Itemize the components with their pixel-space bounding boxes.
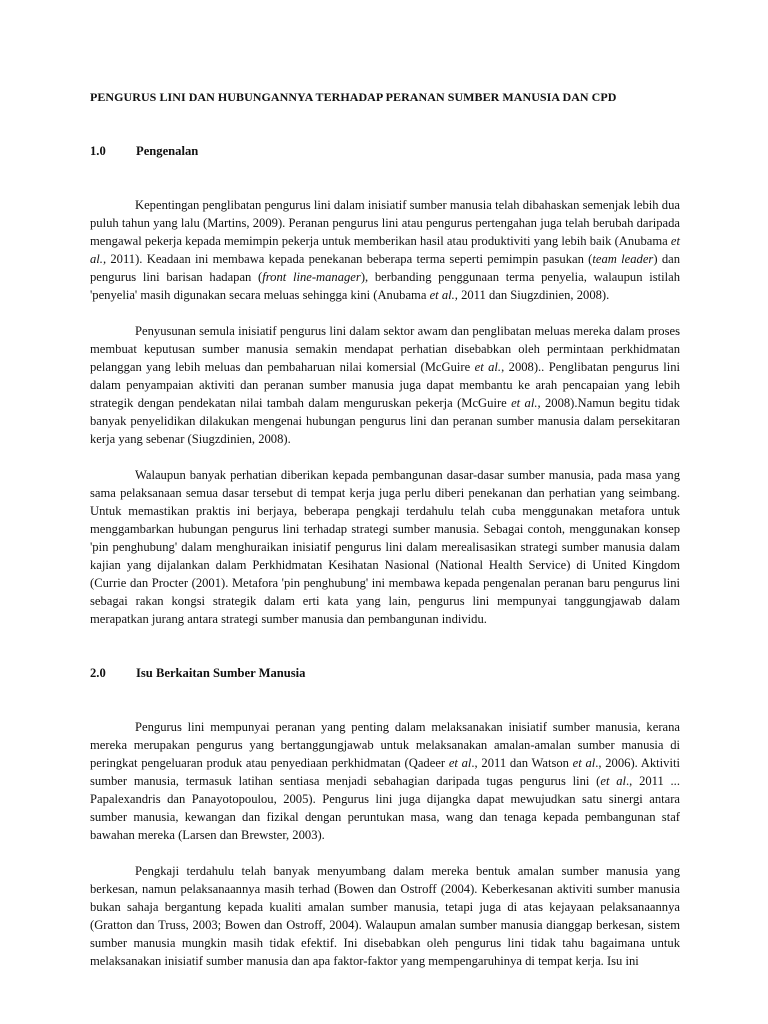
section-title: Isu Berkaitan Sumber Manusia (136, 666, 306, 680)
italic-text: et al (448, 756, 472, 770)
italic-text: front line-manager (262, 270, 361, 284)
paragraph: Kepentingan penglibatan pengurus lini dalam inisiatif sumber manusia telah dibahaskan semenjak lebih dua puluh tahun yang lalu (Martins, 2009). Peranan pengurus lini atau pengurus pertengahan juga telah berubah daripada mengawal pekerja kepada memimpin pekerja untuk memberikan hasil atau produktiviti yang lebih baik (Anubama et al., 2011). Keadaan ini membawa kepada penekanan beberapa terma seperti pemimpin pasukan (team leader) dan pengurus lini barisan hadapan (front line-manager), berbanding penggunaan terma penyelia, walaupun istilah 'penyelia' masih digunakan secara meluas sehingga kini (Anubama et al., 2011 dan Siugzdinien, 2008). (90, 198, 681, 302)
paragraph: Walaupun banyak perhatian diberikan kepada pembangunan dasar-dasar sumber manusia, pada masa yang sama pelaksanaan semua dasar tersebut di tempat kerja juga perlu diberi penekanan dan perhatian yang seimbang. Untuk memastikan praktis ini berjaya, beberapa pengkaji terdahulu telah cuba menggunakan metafora untuk menggambarkan hubungan pengurus lini terhadap strategi sumber manusia. Sebagai contoh, menggunakan konsep 'pin penghubung' dalam menghuraikan inisiatif pengurus lini dalam merealisasikan strategi sumber manusia dalam kajian yang dijalankan dalam Perkhidmatan Kesihatan Nasional (National Health Service) di United Kingdom (Currie dan Procter (2001). Metafora 'pin penghubung' ini membawa kepada pengenalan peranan baru pengurus lini sebagai rakan kongsi strategik dalam erti kata yang lain, pengurus lini mempunyai tanggungjawab dalam merapatkan jurang antara strategi sumber manusia dan pembangunan individu. (90, 468, 680, 626)
section-title: Pengenalan (136, 144, 199, 158)
paragraph: Pengurus lini mempunyai peranan yang penting dalam melaksanakan inisiatif sumber manusia, kerana mereka merupakan pengurus yang bertanggungjawab untuk melaksanakan amalan-amalan sumber manusia di peringkat pengeluaran produk atau penyediaan perkhidmatan (Qadeer et al., 2011 dan Watson et al., 2006). Aktiviti sumber manusia, termasuk latihan sentiasa menjadi sebahagian daripada tugas pengurus lini (et al., 2011 ... Papalexandris dan Panayotopoulou, 2005). Pengurus lini juga dijangka dapat mewujudkan satu sinergi antara sumber manusia, kewangan dan fizikal dengan peruntukan masa, wang dan tenaga kepada pembangunan staf bawahan mereka (Larsen dan Brewster, 2003). (90, 720, 680, 842)
section-heading-2 (90, 664, 680, 682)
italic-text: et al (572, 756, 596, 770)
section-number: 1.0 (90, 144, 106, 158)
italic-text: et al., (511, 396, 541, 410)
section-number: 2.0 (90, 666, 106, 680)
italic-text: et al. (474, 360, 502, 374)
italic-text: et al (600, 774, 627, 788)
paragraph: Pengkaji terdahulu telah banyak menyumbang dalam mereka bentuk amalan sumber manusia yang berkesan, namun pelaksanaannya masih terhad (Bowen dan Ostroff (2004). Keberkesanan aktiviti sumber manusia bukan sahaja bergantung kepada kualiti amalan sumber manusia, tetapi juga di atas kejayaan pelaksanaannya (Gratton dan Truss, 2003; Bowen dan Ostroff, 2004). Walaupun amalan sumber manusia dianggap berkesan, sistem sumber manusia mungkin masih tidak efektif. Ini disebabkan oleh pengurus lini tidak tahu bagaimana untuk melaksanakan inisiatif sumber manusia dan apa faktor-faktor yang mempengaruhinya di tempat kerja. Isu ini (90, 864, 680, 968)
document-title: PENGURUS LINI DAN HUBUNGANNYA TERHADAP PERANAN SUMBER MANUSIA DAN CPD (90, 90, 617, 104)
italic-text: team leader (592, 252, 654, 266)
italic-text: et al., (90, 234, 680, 266)
paragraph: Penyusunan semula inisiatif pengurus lini dalam sektor awam dan penglibatan meluas mereka dalam proses membuat keputusan sumber manusia semakin mendapat perhatian disebabkan oleh permintaan perkhidmatan pelanggan yang lebih meluas dan pembaharuan nilai komersial (McGuire et al., 2008).. Penglibatan pengurus lini dalam penyampaian aktiviti dan peranan sumber manusia juga dapat membantu ke arah pencapaian yang lebih strategik dengan pendekatan nilai tambah dalam menguruskan pekerja (McGuire et al., 2008).Namun begitu tidak banyak penyelidikan dilakukan mengenai hubungan pengurus lini dan peranan sumber manusia dalam persekitaran kerja yang sebenar (Siugzdinien, 2008). (90, 324, 681, 446)
italic-text: et al., (429, 288, 458, 302)
section-heading-1 (90, 142, 680, 160)
